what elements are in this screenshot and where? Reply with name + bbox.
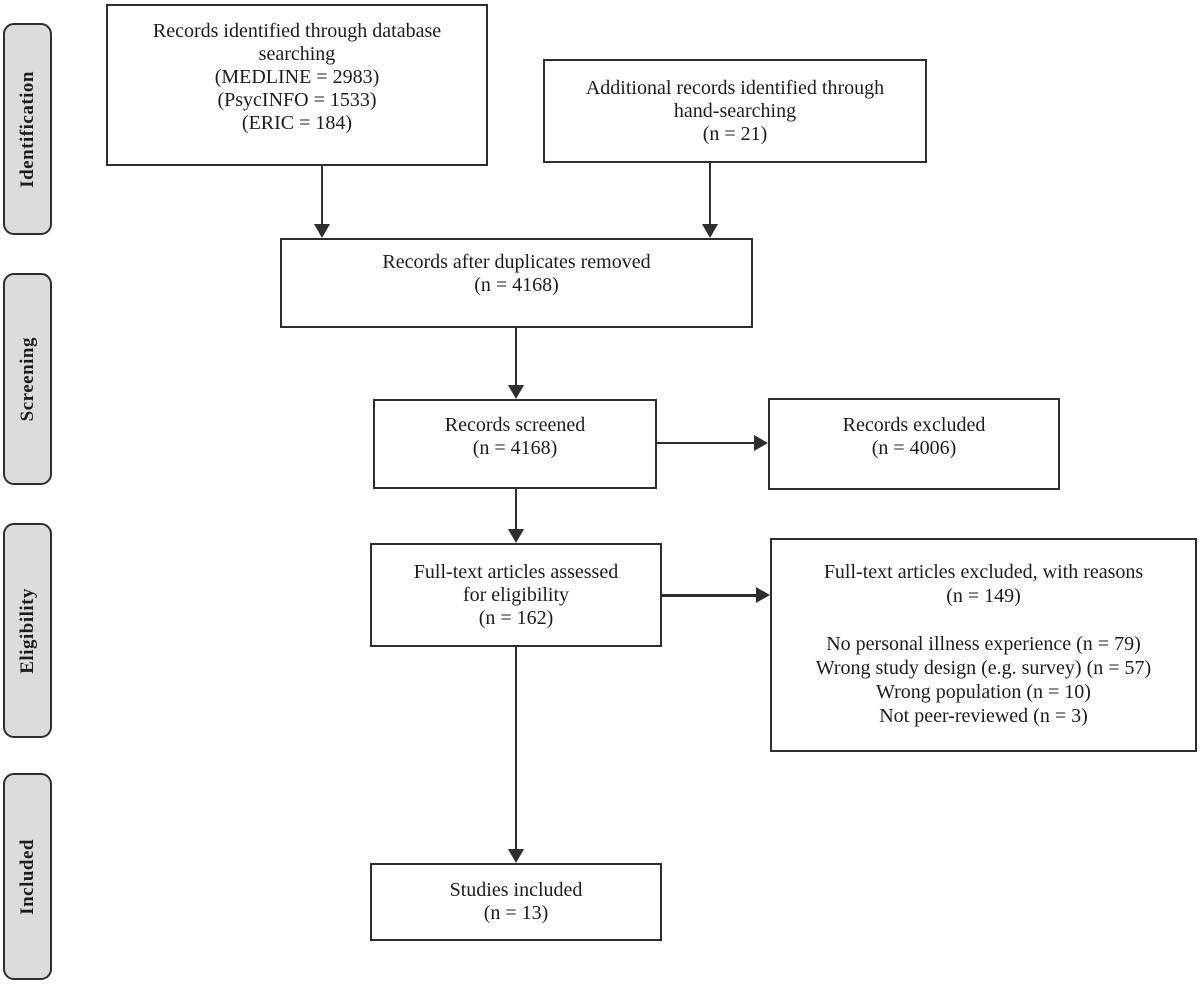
box-text-line: (n = 4168) (472, 437, 558, 459)
box-text-line: Records identified through database (152, 20, 442, 42)
stage-label-identification-text: Identification (16, 70, 38, 188)
box-records-after-duplicates-removed (280, 238, 753, 328)
arrow-fulltext-to-excluded-head-icon (756, 587, 770, 603)
box-additional-records-hand-searching (543, 59, 927, 163)
box-fulltext-excluded-reasons (770, 538, 1197, 752)
arrow-screened-to-excluded-line (657, 442, 755, 445)
arrow-duplicates-to-screened-head-icon (508, 385, 524, 399)
stage-label-eligibility-text: Eligibility (16, 587, 38, 674)
box-text-line: (n = 4006) (871, 437, 957, 459)
arrow-screened-to-excluded-head-icon (754, 435, 768, 451)
exclusion-reason: Not peer-reviewed (n = 3) (879, 705, 1088, 727)
box-text-line: for eligibility (462, 583, 570, 606)
box-text-line: (ERIC = 184) (241, 112, 353, 134)
box-text-line: (n = 13) (483, 902, 549, 924)
box-text-line: Additional records identified through (585, 76, 885, 99)
arrow-handsearch-to-duplicates-line (709, 163, 712, 225)
box-text-line: (n = 4168) (474, 274, 559, 296)
box-text-line: hand-searching (673, 99, 797, 122)
stage-label-screening-text: Screening (16, 336, 38, 422)
stage-label-identification (3, 23, 52, 235)
box-text-line: (PsycINFO = 1533) (217, 89, 377, 111)
exclusion-reason: Wrong population (n = 10) (876, 681, 1091, 703)
arrow-fulltext-to-excluded-line (662, 594, 757, 597)
box-text-line: Records screened (444, 414, 586, 436)
box-records-screened (373, 399, 657, 489)
box-text-line: (MEDLINE = 2983) (214, 66, 380, 88)
exclusion-reason: Wrong study design (e.g. survey) (n = 57) (815, 657, 1152, 679)
box-text-line: Full-text articles assessed (413, 560, 619, 583)
box-text-spacer (772, 608, 1195, 632)
box-text-line: Records after duplicates removed (382, 251, 651, 273)
box-records-identified-database (106, 4, 488, 166)
stage-label-included (3, 773, 52, 980)
arrow-fulltext-to-included-head-icon (508, 849, 524, 863)
arrow-database-to-duplicates-line (321, 166, 324, 225)
arrow-database-to-duplicates-head-icon (314, 224, 330, 238)
box-text-line: Studies included (449, 879, 583, 901)
stage-label-included-text: Included (16, 838, 38, 915)
exclusion-reason: No personal illness experience (n = 79) (826, 633, 1141, 655)
box-text-line: (n = 162) (478, 606, 554, 629)
arrow-screened-to-fulltext-line (515, 489, 518, 530)
arrow-screened-to-fulltext-head-icon (508, 529, 524, 543)
stage-label-eligibility (3, 523, 52, 738)
stage-label-screening (3, 273, 52, 485)
box-text-line: searching (258, 43, 336, 65)
arrow-handsearch-to-duplicates-head-icon (702, 224, 718, 238)
box-text-line: (n = 21) (702, 122, 768, 145)
box-studies-included (370, 863, 662, 941)
box-text-line: Full-text articles excluded, with reasons (823, 561, 1144, 583)
box-fulltext-assessed-eligibility (370, 543, 662, 647)
box-text-line: (n = 149) (946, 585, 1021, 607)
box-text-line: Records excluded (842, 414, 986, 436)
arrow-duplicates-to-screened-line (515, 328, 518, 386)
box-records-excluded (768, 398, 1060, 490)
arrow-fulltext-to-included-line (515, 647, 518, 850)
